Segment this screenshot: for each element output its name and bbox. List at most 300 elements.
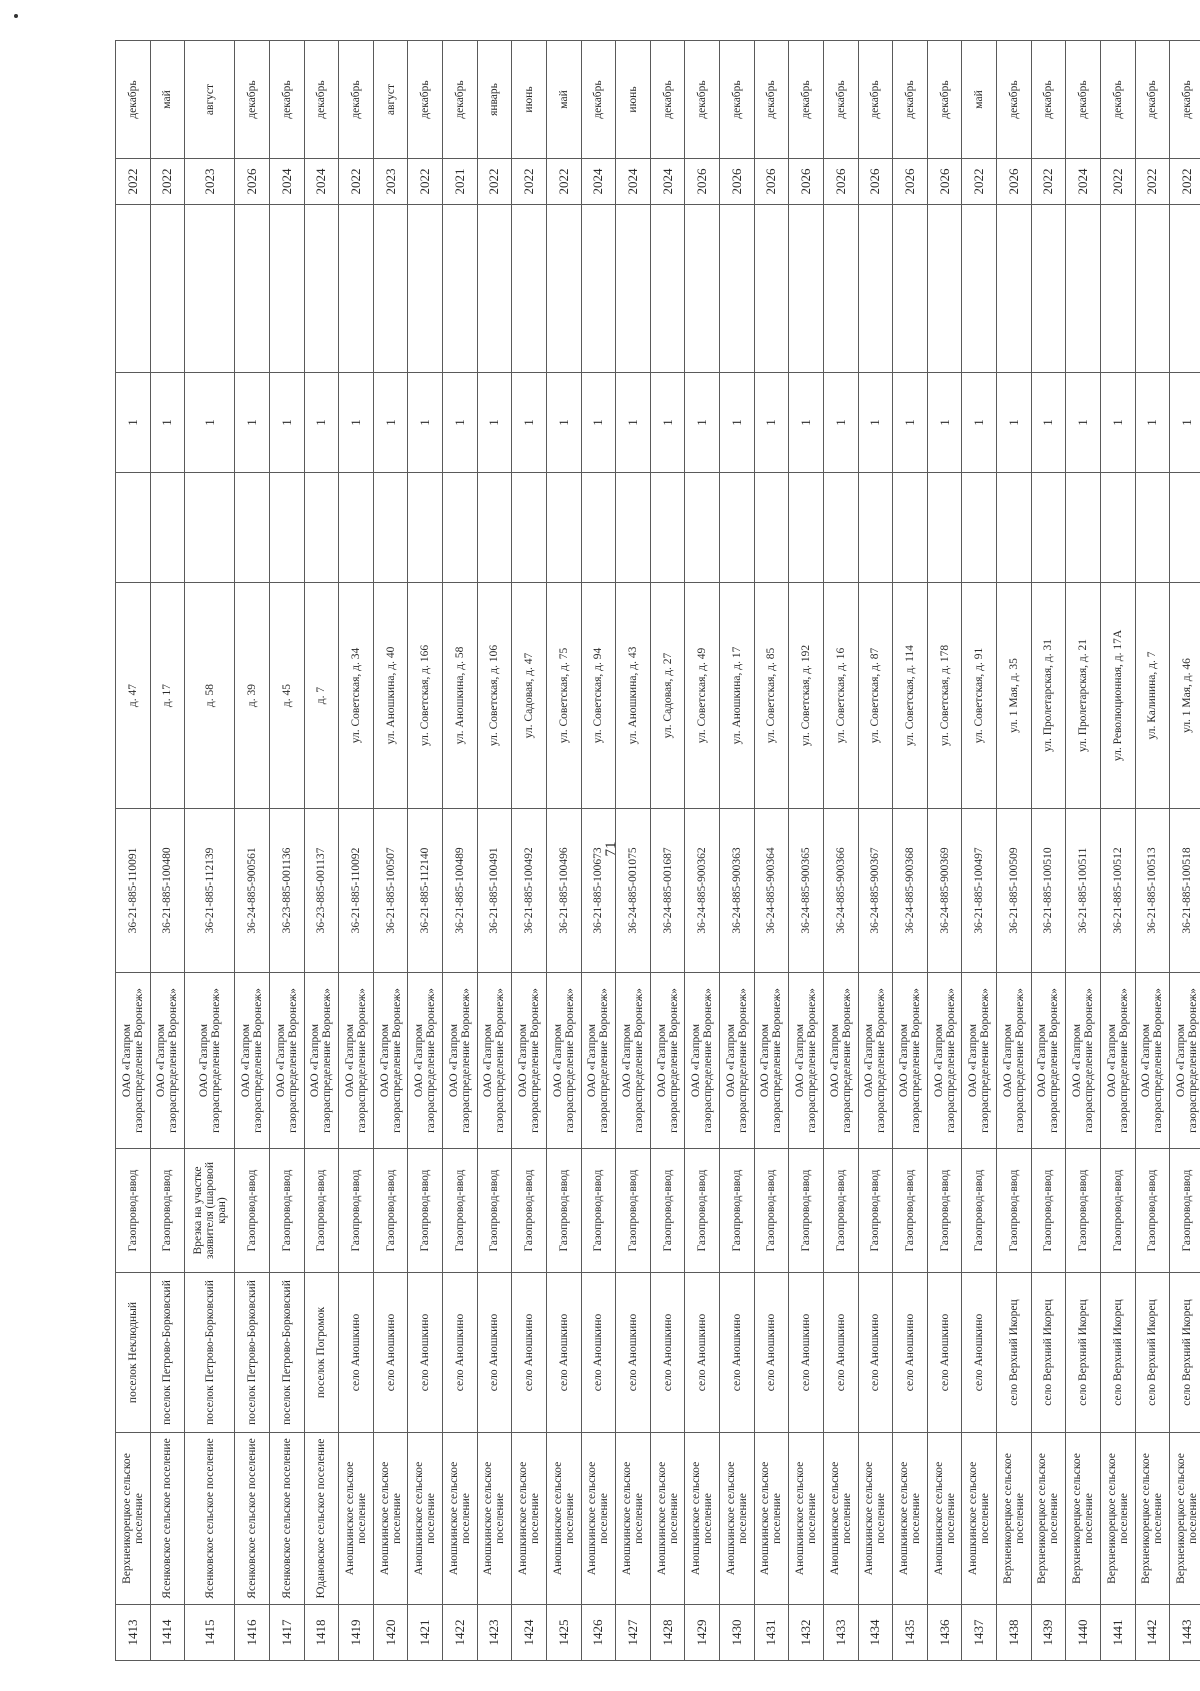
cell-extra bbox=[512, 473, 547, 583]
cell-object: Газопровод-ввод bbox=[235, 1149, 270, 1273]
cell-month: декабрь bbox=[1066, 41, 1101, 159]
cell-object: Газопровод-ввод bbox=[650, 1149, 685, 1273]
cell-address: д. 45 bbox=[269, 583, 304, 809]
cell-address: ул. Советская, д. 178 bbox=[927, 583, 962, 809]
cell-month: декабрь bbox=[339, 41, 374, 159]
cell-month: декабрь bbox=[269, 41, 304, 159]
cell-num: 1435 bbox=[893, 1605, 928, 1661]
cell-settlement: Юдановское сельское поселение bbox=[304, 1433, 339, 1605]
cell-settlement: Верхнеикорецкое сельское поселение bbox=[1100, 1433, 1135, 1605]
cell-num: 1418 bbox=[304, 1605, 339, 1661]
cell-id: 36-24-885-900363 bbox=[720, 809, 755, 973]
cell-year: 2024 bbox=[269, 159, 304, 205]
table-row bbox=[997, 41, 1032, 1661]
cell-object: Газопровод-ввод bbox=[823, 1149, 858, 1273]
cell-year: 2026 bbox=[789, 159, 824, 205]
cell-object: Газопровод-ввод bbox=[408, 1149, 443, 1273]
table-row bbox=[650, 41, 685, 1661]
cell-object: Газопровод-ввод bbox=[616, 1149, 651, 1273]
cell-operator: ОАО «Газпром газораспределение Воронеж» bbox=[789, 973, 824, 1149]
cell-object: Газопровод-ввод bbox=[789, 1149, 824, 1273]
cell-num: 1420 bbox=[373, 1605, 408, 1661]
cell-id: 36-21-885-100512 bbox=[1100, 809, 1135, 973]
cell-year: 2026 bbox=[927, 159, 962, 205]
cell-settlement: Верхнеикорецкое сельское поселение bbox=[1066, 1433, 1101, 1605]
cell-object: Газопровод-ввод bbox=[443, 1149, 478, 1273]
cell-note bbox=[304, 205, 339, 373]
cell-extra bbox=[1170, 473, 1200, 583]
cell-operator: ОАО «Газпром газораспределение Воронеж» bbox=[1031, 973, 1066, 1149]
cell-address: ул. Аношкина, д. 17 bbox=[720, 583, 755, 809]
cell-locality: село Верхний Икорец bbox=[1135, 1273, 1170, 1433]
cell-note bbox=[650, 205, 685, 373]
cell-settlement: Аношкинское сельское поселение bbox=[927, 1433, 962, 1605]
cell-address: ул. Советская, д. 91 bbox=[962, 583, 997, 809]
table-row bbox=[823, 41, 858, 1661]
cell-operator: ОАО «Газпром газораспределение Воронеж» bbox=[1135, 973, 1170, 1149]
cell-qty: 1 bbox=[823, 373, 858, 473]
cell-month: декабрь bbox=[858, 41, 893, 159]
cell-month: декабрь bbox=[581, 41, 616, 159]
cell-id: 36-24-885-900362 bbox=[685, 809, 720, 973]
cell-address: д. 7 bbox=[304, 583, 339, 809]
cell-locality: поселок Петрово-Борковский bbox=[269, 1273, 304, 1433]
cell-id: 36-24-885-900367 bbox=[858, 809, 893, 973]
cell-note bbox=[116, 205, 151, 373]
table-row bbox=[269, 41, 304, 1661]
cell-id: 36-21-885-100489 bbox=[443, 809, 478, 973]
cell-settlement: Верхнеикорецкое сельское поселение bbox=[1031, 1433, 1066, 1605]
cell-settlement: Аношкинское сельское поселение bbox=[685, 1433, 720, 1605]
cell-note bbox=[823, 205, 858, 373]
cell-note bbox=[339, 205, 374, 373]
cell-operator: ОАО «Газпром газораспределение Воронеж» bbox=[512, 973, 547, 1149]
cell-extra bbox=[650, 473, 685, 583]
cell-locality: село Аношкино bbox=[339, 1273, 374, 1433]
cell-note bbox=[893, 205, 928, 373]
cell-month: август bbox=[185, 41, 235, 159]
cell-address: ул. 1 Мая, д. 46 bbox=[1170, 583, 1200, 809]
cell-locality: поселок Петрово-Борковский bbox=[150, 1273, 185, 1433]
cell-month: декабрь bbox=[1031, 41, 1066, 159]
cell-locality: село Аношкино bbox=[754, 1273, 789, 1433]
cell-month: май bbox=[546, 41, 581, 159]
cell-num: 1438 bbox=[997, 1605, 1032, 1661]
cell-settlement: Аношкинское сельское поселение bbox=[789, 1433, 824, 1605]
cell-qty: 1 bbox=[185, 373, 235, 473]
cell-qty: 1 bbox=[304, 373, 339, 473]
cell-object: Газопровод-ввод bbox=[512, 1149, 547, 1273]
cell-num: 1439 bbox=[1031, 1605, 1066, 1661]
cell-operator: ОАО «Газпром газораспределение Воронеж» bbox=[235, 973, 270, 1149]
cell-month: декабрь bbox=[1100, 41, 1135, 159]
cell-year: 2021 bbox=[443, 159, 478, 205]
cell-qty: 1 bbox=[616, 373, 651, 473]
cell-qty: 1 bbox=[962, 373, 997, 473]
cell-address: ул. Пролетарская, д. 31 bbox=[1031, 583, 1066, 809]
cell-note bbox=[720, 205, 755, 373]
cell-settlement: Аношкинское сельское поселение bbox=[616, 1433, 651, 1605]
cell-operator: ОАО «Газпром газораспределение Воронеж» bbox=[893, 973, 928, 1149]
cell-qty: 1 bbox=[720, 373, 755, 473]
cell-address: ул. Советская, д. 75 bbox=[546, 583, 581, 809]
cell-qty: 1 bbox=[581, 373, 616, 473]
cell-address: ул. Советская, д. 166 bbox=[408, 583, 443, 809]
cell-num: 1413 bbox=[116, 1605, 151, 1661]
cell-extra bbox=[754, 473, 789, 583]
cell-month: июнь bbox=[512, 41, 547, 159]
cell-id: 36-21-885-112139 bbox=[185, 809, 235, 973]
cell-note bbox=[477, 205, 512, 373]
cell-settlement: Ясенковское сельское поселение bbox=[150, 1433, 185, 1605]
cell-year: 2022 bbox=[150, 159, 185, 205]
cell-note bbox=[150, 205, 185, 373]
cell-locality: село Аношкино bbox=[546, 1273, 581, 1433]
table-row bbox=[685, 41, 720, 1661]
cell-locality: село Аношкино bbox=[720, 1273, 755, 1433]
cell-month: декабрь bbox=[443, 41, 478, 159]
cell-qty: 1 bbox=[1135, 373, 1170, 473]
cell-num: 1421 bbox=[408, 1605, 443, 1661]
cell-qty: 1 bbox=[997, 373, 1032, 473]
cell-extra bbox=[685, 473, 720, 583]
cell-extra bbox=[616, 473, 651, 583]
cell-locality: село Аношкино bbox=[893, 1273, 928, 1433]
cell-id: 36-21-885-100492 bbox=[512, 809, 547, 973]
table-row bbox=[1170, 41, 1200, 1661]
cell-object: Газопровод-ввод bbox=[339, 1149, 374, 1273]
table-row bbox=[185, 41, 235, 1661]
cell-address: ул. Аношкина, д. 58 bbox=[443, 583, 478, 809]
cell-locality: село Аношкино bbox=[823, 1273, 858, 1433]
cell-qty: 1 bbox=[443, 373, 478, 473]
cell-extra bbox=[720, 473, 755, 583]
cell-note bbox=[927, 205, 962, 373]
cell-settlement: Аношкинское сельское поселение bbox=[858, 1433, 893, 1605]
cell-extra bbox=[546, 473, 581, 583]
cell-year: 2022 bbox=[962, 159, 997, 205]
cell-month: декабрь bbox=[823, 41, 858, 159]
cell-object: Газопровод-ввод bbox=[373, 1149, 408, 1273]
cell-address: ул. Советская, д. 49 bbox=[685, 583, 720, 809]
cell-locality: поселок Погромок bbox=[304, 1273, 339, 1433]
cell-id: 36-21-885-100497 bbox=[962, 809, 997, 973]
cell-num: 1422 bbox=[443, 1605, 478, 1661]
cell-object: Газопровод-ввод bbox=[116, 1149, 151, 1273]
cell-extra bbox=[150, 473, 185, 583]
cell-locality: село Аношкино bbox=[581, 1273, 616, 1433]
cell-year: 2026 bbox=[720, 159, 755, 205]
table-row bbox=[789, 41, 824, 1661]
cell-month: декабрь bbox=[893, 41, 928, 159]
cell-note bbox=[1135, 205, 1170, 373]
cell-extra bbox=[304, 473, 339, 583]
cell-extra bbox=[339, 473, 374, 583]
table-row bbox=[443, 41, 478, 1661]
cell-year: 2026 bbox=[893, 159, 928, 205]
cell-object: Газопровод-ввод bbox=[477, 1149, 512, 1273]
cell-qty: 1 bbox=[477, 373, 512, 473]
cell-operator: ОАО «Газпром газораспределение Воронеж» bbox=[339, 973, 374, 1149]
cell-num: 1430 bbox=[720, 1605, 755, 1661]
cell-settlement: Аношкинское сельское поселение bbox=[339, 1433, 374, 1605]
table-row bbox=[477, 41, 512, 1661]
cell-settlement: Верхнеикорецкое сельское поселение bbox=[997, 1433, 1032, 1605]
cell-month: декабрь bbox=[235, 41, 270, 159]
cell-month: май bbox=[962, 41, 997, 159]
cell-year: 2024 bbox=[616, 159, 651, 205]
cell-extra bbox=[477, 473, 512, 583]
table-container bbox=[115, 41, 1200, 1661]
cell-month: декабрь bbox=[720, 41, 755, 159]
cell-operator: ОАО «Газпром газораспределение Воронеж» bbox=[269, 973, 304, 1149]
cell-qty: 1 bbox=[650, 373, 685, 473]
cell-object: Газопровод-ввод bbox=[962, 1149, 997, 1273]
cell-extra bbox=[997, 473, 1032, 583]
table-row bbox=[408, 41, 443, 1661]
cell-note bbox=[581, 205, 616, 373]
cell-operator: ОАО «Газпром газораспределение Воронеж» bbox=[373, 973, 408, 1149]
cell-month: декабрь bbox=[997, 41, 1032, 159]
cell-qty: 1 bbox=[789, 373, 824, 473]
cell-extra bbox=[1135, 473, 1170, 583]
cell-address: ул. Советская, д. 192 bbox=[789, 583, 824, 809]
cell-year: 2022 bbox=[339, 159, 374, 205]
cell-num: 1443 bbox=[1170, 1605, 1200, 1661]
cell-id: 36-21-885-100513 bbox=[1135, 809, 1170, 973]
cell-settlement: Аношкинское сельское поселение bbox=[546, 1433, 581, 1605]
cell-locality: село Верхний Икорец bbox=[1031, 1273, 1066, 1433]
cell-month: декабрь bbox=[685, 41, 720, 159]
cell-year: 2022 bbox=[116, 159, 151, 205]
cell-extra bbox=[235, 473, 270, 583]
cell-object: Газопровод-ввод bbox=[1031, 1149, 1066, 1273]
table-row bbox=[546, 41, 581, 1661]
cell-address: ул. Аношкина, д. 43 bbox=[616, 583, 651, 809]
table-row bbox=[373, 41, 408, 1661]
cell-qty: 1 bbox=[754, 373, 789, 473]
cell-address: ул. Калинина, д. 7 bbox=[1135, 583, 1170, 809]
cell-operator: ОАО «Газпром газораспределение Воронеж» bbox=[650, 973, 685, 1149]
cell-operator: ОАО «Газпром газораспределение Воронеж» bbox=[997, 973, 1032, 1149]
cell-year: 2022 bbox=[512, 159, 547, 205]
cell-extra bbox=[1031, 473, 1066, 583]
cell-num: 1419 bbox=[339, 1605, 374, 1661]
cell-locality: село Аношкино bbox=[789, 1273, 824, 1433]
cell-num: 1423 bbox=[477, 1605, 512, 1661]
cell-object: Газопровод-ввод bbox=[546, 1149, 581, 1273]
cell-num: 1429 bbox=[685, 1605, 720, 1661]
cell-year: 2026 bbox=[685, 159, 720, 205]
cell-num: 1434 bbox=[858, 1605, 893, 1661]
cell-settlement: Верхнеикорецкое сельское поселение bbox=[1135, 1433, 1170, 1605]
cell-locality: село Верхний Икорец bbox=[1100, 1273, 1135, 1433]
cell-id: 36-23-885-001137 bbox=[304, 809, 339, 973]
cell-address: ул. Советская, д. 16 bbox=[823, 583, 858, 809]
cell-note bbox=[754, 205, 789, 373]
cell-operator: ОАО «Газпром газораспределение Воронеж» bbox=[116, 973, 151, 1149]
table-row bbox=[339, 41, 374, 1661]
cell-settlement: Аношкинское сельское поселение bbox=[408, 1433, 443, 1605]
cell-locality: поселок Неклюдный bbox=[116, 1273, 151, 1433]
cell-qty: 1 bbox=[893, 373, 928, 473]
cell-year: 2024 bbox=[581, 159, 616, 205]
cell-num: 1442 bbox=[1135, 1605, 1170, 1661]
cell-id: 36-21-885-100496 bbox=[546, 809, 581, 973]
cell-settlement: Аношкинское сельское поселение bbox=[581, 1433, 616, 1605]
cell-operator: ОАО «Газпром газораспределение Воронеж» bbox=[1066, 973, 1101, 1149]
cell-object: Газопровод-ввод bbox=[720, 1149, 755, 1273]
cell-qty: 1 bbox=[408, 373, 443, 473]
cell-id: 36-21-885-100491 bbox=[477, 809, 512, 973]
cell-id: 36-24-885-001075 bbox=[616, 809, 651, 973]
cell-qty: 1 bbox=[1031, 373, 1066, 473]
table-row bbox=[581, 41, 616, 1661]
cell-year: 2026 bbox=[823, 159, 858, 205]
cell-extra bbox=[1066, 473, 1101, 583]
cell-id: 36-24-885-001687 bbox=[650, 809, 685, 973]
table-row bbox=[1066, 41, 1101, 1661]
cell-operator: ОАО «Газпром газораспределение Воронеж» bbox=[823, 973, 858, 1149]
cell-qty: 1 bbox=[150, 373, 185, 473]
cell-id: 36-21-885-100507 bbox=[373, 809, 408, 973]
cell-year: 2026 bbox=[235, 159, 270, 205]
cell-num: 1440 bbox=[1066, 1605, 1101, 1661]
cell-month: январь bbox=[477, 41, 512, 159]
table-row bbox=[512, 41, 547, 1661]
cell-operator: ОАО «Газпром газораспределение Воронеж» bbox=[150, 973, 185, 1149]
cell-locality: село Аношкино bbox=[477, 1273, 512, 1433]
cell-qty: 1 bbox=[235, 373, 270, 473]
cell-locality: село Аношкино bbox=[373, 1273, 408, 1433]
cell-extra bbox=[581, 473, 616, 583]
cell-operator: ОАО «Газпром газораспределение Воронеж» bbox=[962, 973, 997, 1149]
cell-address: д. 17 bbox=[150, 583, 185, 809]
cell-locality: село Аношкино bbox=[408, 1273, 443, 1433]
cell-locality: село Аношкино bbox=[685, 1273, 720, 1433]
cell-note bbox=[546, 205, 581, 373]
cell-object: Газопровод-ввод bbox=[150, 1149, 185, 1273]
cell-note bbox=[1031, 205, 1066, 373]
cell-note bbox=[1170, 205, 1200, 373]
table-row bbox=[304, 41, 339, 1661]
cell-settlement: Аношкинское сельское поселение bbox=[373, 1433, 408, 1605]
cell-id: 36-24-885-900561 bbox=[235, 809, 270, 973]
cell-operator: ОАО «Газпром газораспределение Воронеж» bbox=[477, 973, 512, 1149]
cell-settlement: Ясенковское сельское поселение bbox=[185, 1433, 235, 1605]
cell-qty: 1 bbox=[1170, 373, 1200, 473]
cell-id: 36-21-885-110092 bbox=[339, 809, 374, 973]
cell-note bbox=[685, 205, 720, 373]
cell-extra bbox=[185, 473, 235, 583]
cell-note bbox=[962, 205, 997, 373]
cell-qty: 1 bbox=[339, 373, 374, 473]
cell-note bbox=[512, 205, 547, 373]
cell-settlement: Аношкинское сельское поселение bbox=[720, 1433, 755, 1605]
cell-object: Врезка на участке заявителя (шаровой кран) bbox=[185, 1149, 235, 1273]
cell-month: декабрь bbox=[1170, 41, 1200, 159]
cell-locality: поселок Петрово-Борковский bbox=[185, 1273, 235, 1433]
cell-locality: село Аношкино bbox=[858, 1273, 893, 1433]
cell-year: 2022 bbox=[1100, 159, 1135, 205]
cell-extra bbox=[408, 473, 443, 583]
cell-year: 2024 bbox=[1066, 159, 1101, 205]
cell-locality: село Аношкино bbox=[650, 1273, 685, 1433]
cell-object: Газопровод-ввод bbox=[1066, 1149, 1101, 1273]
cell-extra bbox=[823, 473, 858, 583]
table-row bbox=[858, 41, 893, 1661]
cell-note bbox=[443, 205, 478, 373]
cell-note bbox=[373, 205, 408, 373]
table-row bbox=[150, 41, 185, 1661]
cell-year: 2022 bbox=[408, 159, 443, 205]
cell-note bbox=[235, 205, 270, 373]
cell-address: д. 47 bbox=[116, 583, 151, 809]
cell-note bbox=[408, 205, 443, 373]
cell-year: 2026 bbox=[858, 159, 893, 205]
cell-operator: ОАО «Газпром газораспределение Воронеж» bbox=[616, 973, 651, 1149]
cell-object: Газопровод-ввод bbox=[1135, 1149, 1170, 1273]
cell-address: ул. Садовая, д. 47 bbox=[512, 583, 547, 809]
cell-address: д. 39 bbox=[235, 583, 270, 809]
cell-address: ул. Революционная, д. 17А bbox=[1100, 583, 1135, 809]
gas-connections-table bbox=[115, 40, 1200, 1661]
cell-month: декабрь bbox=[789, 41, 824, 159]
cell-qty: 1 bbox=[858, 373, 893, 473]
cell-settlement: Аношкинское сельское поселение bbox=[512, 1433, 547, 1605]
cell-num: 1415 bbox=[185, 1605, 235, 1661]
cell-locality: село Аношкино bbox=[927, 1273, 962, 1433]
cell-object: Газопровод-ввод bbox=[858, 1149, 893, 1273]
cell-id: 36-21-885-100509 bbox=[997, 809, 1032, 973]
cell-num: 1416 bbox=[235, 1605, 270, 1661]
cell-num: 1433 bbox=[823, 1605, 858, 1661]
cell-address: ул. Советская, д. 34 bbox=[339, 583, 374, 809]
cell-id: 36-21-885-112140 bbox=[408, 809, 443, 973]
cell-month: декабрь bbox=[754, 41, 789, 159]
cell-qty: 1 bbox=[512, 373, 547, 473]
cell-settlement: Аношкинское сельское поселение bbox=[823, 1433, 858, 1605]
cell-extra bbox=[269, 473, 304, 583]
cell-extra bbox=[1100, 473, 1135, 583]
cell-num: 1437 bbox=[962, 1605, 997, 1661]
cell-note bbox=[997, 205, 1032, 373]
cell-object: Газопровод-ввод bbox=[685, 1149, 720, 1273]
cell-qty: 1 bbox=[546, 373, 581, 473]
cell-note bbox=[858, 205, 893, 373]
cell-id: 36-24-885-900366 bbox=[823, 809, 858, 973]
cell-month: июнь bbox=[616, 41, 651, 159]
cell-year: 2022 bbox=[1135, 159, 1170, 205]
table-row bbox=[616, 41, 651, 1661]
cell-locality: село Аношкино bbox=[962, 1273, 997, 1433]
cell-object: Газопровод-ввод bbox=[754, 1149, 789, 1273]
cell-num: 1414 bbox=[150, 1605, 185, 1661]
cell-id: 36-23-885-001136 bbox=[269, 809, 304, 973]
cell-month: декабрь bbox=[116, 41, 151, 159]
page-number: 71 bbox=[603, 841, 619, 857]
cell-month: декабрь bbox=[408, 41, 443, 159]
cell-operator: ОАО «Газпром газораспределение Воронеж» bbox=[685, 973, 720, 1149]
cell-address: ул. Советская, д. 87 bbox=[858, 583, 893, 809]
table-row bbox=[962, 41, 997, 1661]
cell-extra bbox=[858, 473, 893, 583]
cell-month: май bbox=[150, 41, 185, 159]
cell-note bbox=[1066, 205, 1101, 373]
cell-object: Газопровод-ввод bbox=[269, 1149, 304, 1273]
cell-id: 36-21-885-110091 bbox=[116, 809, 151, 973]
cell-id: 36-24-885-900369 bbox=[927, 809, 962, 973]
